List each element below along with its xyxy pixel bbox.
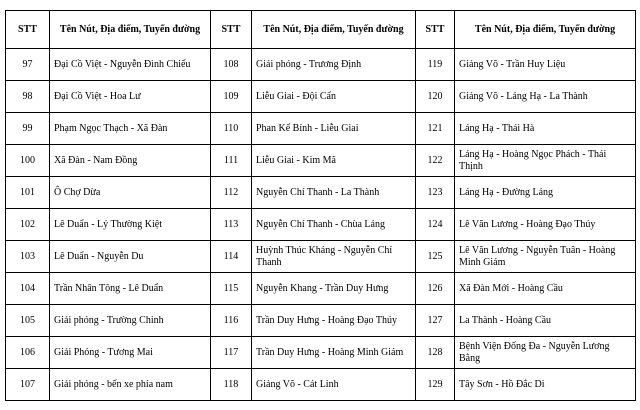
column-header-stt: STT [416,11,455,49]
location-name-cell: Giải Phóng - Tương Mai [50,337,211,369]
row-number-cell: 114 [211,241,252,273]
table-body [6,49,636,401]
location-name-cell: Nguyễn Chí Thanh - La Thành [252,177,416,209]
table-header-row [6,11,636,49]
row-number-cell: 104 [6,273,50,305]
location-name-cell: Nguyễn Khang - Trần Duy Hưng [252,273,416,305]
table-row [6,49,636,81]
row-number-cell: 112 [211,177,252,209]
row-number-cell: 118 [211,369,252,401]
row-number-cell: 121 [416,113,455,145]
location-name-cell: Liễu Giai - Đội Cấn [252,81,416,113]
location-name-cell: Ô Chợ Dừa [50,177,211,209]
row-number-cell: 99 [6,113,50,145]
location-name-cell: Trần Duy Hưng - Hoàng Đạo Thúy [252,305,416,337]
location-name-cell: Xã Đàn Mới - Hoàng Cầu [455,273,636,305]
location-name-cell: Liễu Giai - Kim Mã [252,145,416,177]
row-number-cell: 101 [6,177,50,209]
table-row [6,113,636,145]
row-number-cell: 129 [416,369,455,401]
column-header-name: Tên Nút, Địa điểm, Tuyến đường [455,11,636,49]
location-name-cell: Giảng Võ - Cát Linh [252,369,416,401]
location-name-cell: Lê Duẩn - Nguyễn Du [50,241,211,273]
row-number-cell: 123 [416,177,455,209]
row-number-cell: 125 [416,241,455,273]
location-name-cell: Giải phóng - bến xe phía nam [50,369,211,401]
row-number-cell: 116 [211,305,252,337]
row-number-cell: 100 [6,145,50,177]
row-number-cell: 120 [416,81,455,113]
column-header-stt: STT [211,11,252,49]
row-number-cell: 128 [416,337,455,369]
row-number-cell: 124 [416,209,455,241]
location-name-cell: Lê Văn Lương - Hoàng Đạo Thúy [455,209,636,241]
location-name-cell: Trần Duy Hưng - Hoàng Minh Giám [252,337,416,369]
location-name-cell: Trần Nhân Tông - Lê Duẩn [50,273,211,305]
intersection-table [5,10,636,401]
table-row [6,209,636,241]
row-number-cell: 98 [6,81,50,113]
location-name-cell: La Thành - Hoàng Cầu [455,305,636,337]
location-name-cell: Giảng Võ - Trần Huy Liệu [455,49,636,81]
location-name-cell: Nguyễn Chí Thanh - Chùa Láng [252,209,416,241]
location-name-cell: Giải phóng - Trương Định [252,49,416,81]
location-name-cell: Giảng Võ - Láng Hạ - La Thành [455,81,636,113]
document-area [5,10,636,401]
row-number-cell: 109 [211,81,252,113]
location-name-cell: Đại Cồ Việt - Nguyễn Đình Chiểu [50,49,211,81]
row-number-cell: 107 [6,369,50,401]
location-name-cell: Tây Sơn - Hồ Đắc Di [455,369,636,401]
location-name-cell: Láng Hạ - Thái Hà [455,113,636,145]
table-row [6,145,636,177]
row-number-cell: 119 [416,49,455,81]
table-row [6,337,636,369]
location-name-cell: Láng Hạ - Đường Láng [455,177,636,209]
location-name-cell: Huỳnh Thúc Kháng - Nguyễn Chí Thanh [252,241,416,273]
row-number-cell: 127 [416,305,455,337]
table-row [6,369,636,401]
column-header-stt: STT [6,11,50,49]
location-name-cell: Láng Hạ - Hoàng Ngọc Phách - Thái Thịnh [455,145,636,177]
row-number-cell: 103 [6,241,50,273]
row-number-cell: 108 [211,49,252,81]
row-number-cell: 97 [6,49,50,81]
location-name-cell: Lê Văn Lương - Nguyễn Tuân - Hoàng Minh Giám [455,241,636,273]
column-header-name: Tên Nút, Địa điểm, Tuyến đường [252,11,416,49]
row-number-cell: 113 [211,209,252,241]
column-header-name: Tên Nút, Địa điểm, Tuyến đường [50,11,211,49]
row-number-cell: 105 [6,305,50,337]
location-name-cell: Giải phóng - Trường Chinh [50,305,211,337]
row-number-cell: 110 [211,113,252,145]
row-number-cell: 111 [211,145,252,177]
location-name-cell: Phạm Ngọc Thạch - Xã Đàn [50,113,211,145]
table-row [6,177,636,209]
table-row [6,81,636,113]
location-name-cell: Xã Đàn - Nam Đồng [50,145,211,177]
location-name-cell: Lê Duẩn - Lý Thường Kiệt [50,209,211,241]
location-name-cell: Đại Cồ Việt - Hoa Lư [50,81,211,113]
row-number-cell: 106 [6,337,50,369]
table-row [6,273,636,305]
row-number-cell: 122 [416,145,455,177]
table-row [6,305,636,337]
row-number-cell: 117 [211,337,252,369]
table-row [6,241,636,273]
row-number-cell: 115 [211,273,252,305]
row-number-cell: 102 [6,209,50,241]
location-name-cell: Bệnh Viện Đống Đa - Nguyễn Lương Bằng [455,337,636,369]
row-number-cell: 126 [416,273,455,305]
location-name-cell: Phan Kế Bính - Liễu Giai [252,113,416,145]
